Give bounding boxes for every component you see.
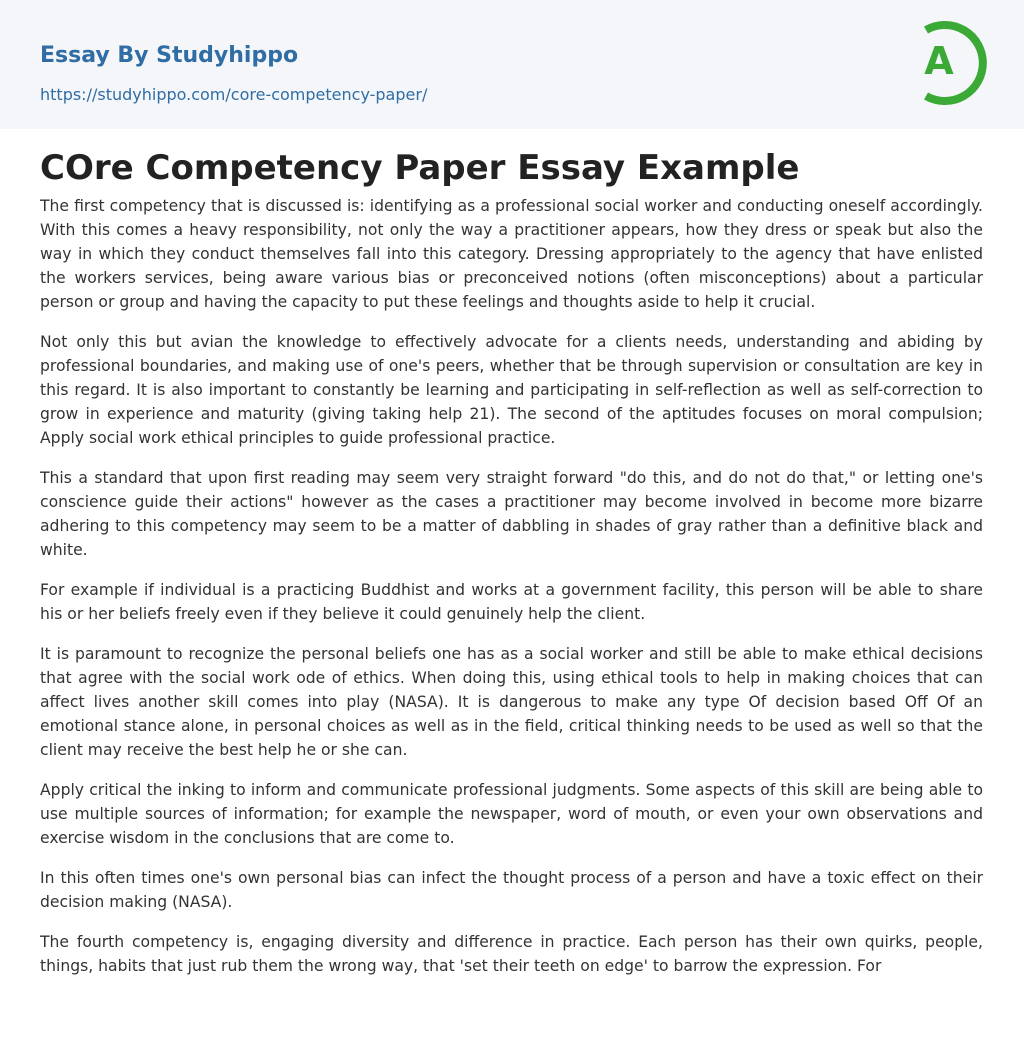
essay-paragraph: Apply critical the inking to inform and communicate professional judgments. Some aspects of this skill are being able to use multiple sources of information; for example the newspaper, word of mouth, or even your own observations and exercise wisdom in the conclusions that are come to. xyxy=(40,781,983,847)
essay-paragraph: This a standard that upon first reading may seem very straight forward "do this, and do not do that," or letting one's conscience guide their actions" however as the cases a practitioner may become involved in become more bizarre adhering to this competency may seem to be a matter of dabbling in shades of gray rather than a definitive black and white. xyxy=(40,469,983,559)
essay-paragraph: In this often times one's own personal bias can infect the thought process of a person and have a toxic effect on their decision making (NASA). xyxy=(40,869,983,911)
studyhippo-logo-icon[interactable] xyxy=(908,18,988,108)
essay-paragraph: Not only this but avian the knowledge to effectively advocate for a clients needs, understanding and abiding by professional boundaries, and making use of one's peers, whether that be through supervision or consultation are key in this regard. It is also important to constantly be learning and participating in self-reflection as well as self-correction to grow in experience and maturity (giving taking help 21). The second of the aptitudes focuses on moral compulsion; Apply social work ethical principles to guide professional practice. xyxy=(40,333,983,447)
essay-paragraph: For example if individual is a practicing Buddhist and works at a government facility, this person will be able to share his or her beliefs freely even if they believe it could genuinely help the client. xyxy=(40,581,983,623)
source-url-link[interactable]: https://studyhippo.com/core-competency-paper/ xyxy=(40,85,428,104)
essay-paragraph: The fourth competency is, engaging diversity and difference in practice. Each person has their own quirks, people, things, habits that just rub them the wrong way, that 'set their teeth on edge' to barrow the expression. For xyxy=(40,933,983,975)
brand-title: Essay By Studyhippo xyxy=(40,43,299,68)
essay-body xyxy=(40,194,983,994)
logo-letter: A xyxy=(924,39,954,83)
essay-title: COre Competency Paper Essay Example xyxy=(40,148,800,188)
essay-paragraph: It is paramount to recognize the personal beliefs one has as a social worker and still be able to make ethical decisions that agree with the social work ode of ethics. When doing this, using ethical tools to help in making choices that can affect lives another skill comes into play (NASA). It is dangerous to make any type Of decision based Off Of an emotional stance alone, in personal choices as well as in the field, critical thinking needs to be used as well so that the client may receive the best help he or she can. xyxy=(40,645,983,759)
essay-paragraph: The first competency that is discussed is: identifying as a professional social worker and conducting oneself accordingly. With this comes a heavy responsibility, not only the way a practitioner appears, how they dress or speak but also the way in which they conduct themselves fall into this category. Dressing appropriately to the agency that have enlisted the workers services, being aware various bias or preconceived notions (often misconceptions) about a particular person or group and having the capacity to put these feelings and thoughts aside to help it crucial. xyxy=(40,197,983,311)
site-header xyxy=(0,0,1024,129)
